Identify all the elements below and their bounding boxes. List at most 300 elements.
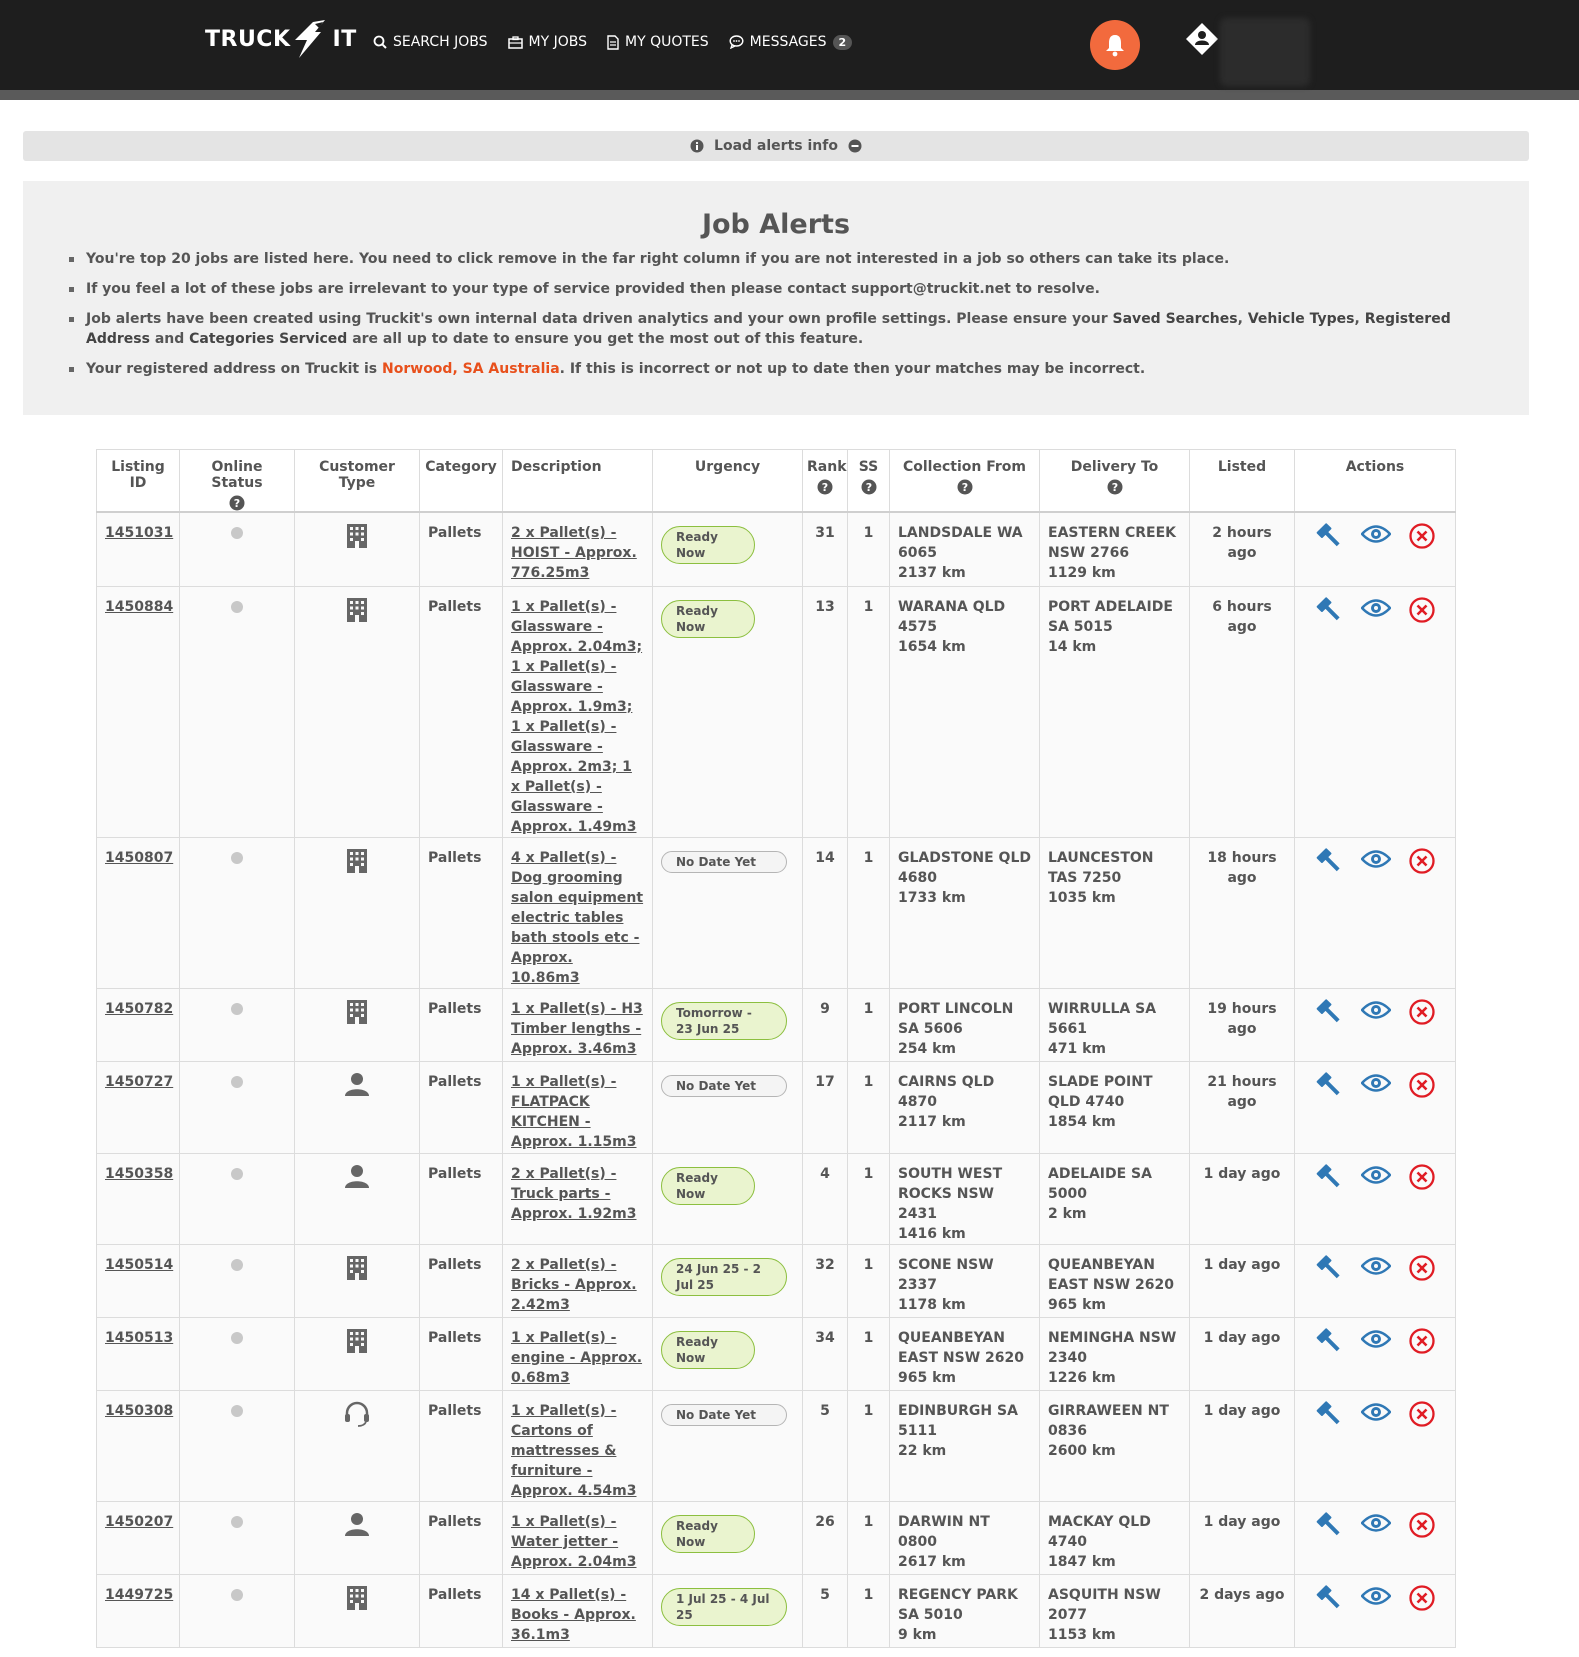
nav-messages[interactable] — [729, 34, 853, 50]
collection-from-cell — [890, 837, 1040, 988]
listing-id-link[interactable]: 1450884 — [97, 586, 180, 837]
online-status-cell — [180, 1153, 295, 1244]
customer-type-cell — [295, 1501, 420, 1574]
ss-cell: 1 — [848, 1153, 890, 1244]
load-alerts-label: Load alerts info — [714, 138, 838, 154]
ss-cell: 1 — [848, 1390, 890, 1501]
help-icon[interactable] — [817, 479, 833, 495]
collection-address: SOUTH WEST ROCKS NSW 2431 — [898, 1165, 1003, 1222]
actions-cell — [1295, 1501, 1456, 1574]
description-link[interactable]: 1 x Pallet(s) - Glassware - Approx. 2.04m3; 1 x Pallet(s) - Glassware - Approx. 1.9m3; 1 x Pallet(s) - Glassware - Approx. 2m3; 1 x Pallet(s) - Glassware - Approx. 1.49m3 — [511, 598, 643, 835]
top-navigation-bar — [0, 0, 1579, 90]
actions-cell — [1295, 1153, 1456, 1244]
page-title: Job Alerts — [701, 209, 851, 240]
remove-x-icon[interactable] — [1409, 848, 1435, 874]
urgency-badge: Tomorrow - 23 Jun 25 — [661, 1002, 787, 1040]
user-name-blurred[interactable] — [1220, 18, 1310, 86]
description-link[interactable]: 1 x Pallet(s) - engine - Approx. 0.68m3 — [511, 1329, 643, 1386]
online-status-cell — [180, 1501, 295, 1574]
remove-x-icon[interactable] — [1409, 1401, 1435, 1427]
listing-id-link[interactable]: 1450782 — [97, 988, 180, 1061]
building-icon — [346, 597, 368, 623]
actions-cell — [1295, 988, 1456, 1061]
col-customer-type[interactable]: Customer Type — [295, 450, 420, 513]
collection-address: WARANA QLD 4575 — [898, 598, 1006, 635]
help-icon[interactable] — [229, 495, 245, 511]
bid-gavel-icon[interactable] — [1315, 1401, 1343, 1429]
urgency-cell — [653, 1501, 803, 1574]
urgency-badge: Ready Now — [661, 1167, 755, 1205]
view-eye-icon[interactable] — [1361, 1164, 1391, 1186]
online-status-cell — [180, 1574, 295, 1647]
urgency-cell — [653, 586, 803, 837]
offline-status-dot — [231, 1516, 243, 1528]
bell-icon — [1104, 33, 1126, 57]
building-icon — [346, 848, 368, 874]
delivery-address: ADELAIDE SA 5000 — [1048, 1165, 1152, 1202]
ss-cell: 1 — [848, 1574, 890, 1647]
view-eye-icon[interactable] — [1361, 1585, 1391, 1607]
online-status-cell — [180, 1061, 295, 1153]
delivery-address: SLADE POINT QLD 4740 — [1048, 1073, 1153, 1110]
table-row — [97, 988, 1456, 1061]
remove-x-icon[interactable] — [1409, 523, 1435, 549]
delivery-address: WIRRULLA SA 5661 — [1048, 1000, 1157, 1037]
category-cell: Pallets — [420, 512, 503, 586]
table-row — [97, 512, 1456, 586]
remove-x-icon[interactable] — [1409, 999, 1435, 1025]
online-status-cell — [180, 512, 295, 586]
collection-distance: 1416 km — [898, 1225, 966, 1242]
delivery-address: QUEANBEYAN EAST NSW 2620 — [1048, 1256, 1174, 1293]
category-cell: Pallets — [420, 1061, 503, 1153]
building-icon — [346, 1328, 368, 1354]
view-eye-icon[interactable] — [1361, 523, 1391, 545]
view-eye-icon[interactable] — [1361, 1512, 1391, 1534]
bid-gavel-icon[interactable] — [1315, 848, 1343, 876]
bid-gavel-icon[interactable] — [1315, 523, 1343, 551]
collection-from-cell — [890, 512, 1040, 586]
listing-id-link[interactable]: 1450308 — [97, 1390, 180, 1501]
help-icon[interactable] — [861, 479, 877, 495]
col-rank-label: Rank — [807, 459, 847, 475]
description-link[interactable]: 14 x Pallet(s) - Books - Approx. 36.1m3 — [511, 1586, 636, 1643]
remove-x-icon[interactable] — [1409, 597, 1435, 623]
urgency-badge: Ready Now — [661, 600, 755, 638]
customer-type-cell — [295, 1390, 420, 1501]
collection-address: SCONE NSW 2337 — [898, 1256, 994, 1293]
delivery-distance: 965 km — [1048, 1296, 1106, 1313]
view-eye-icon[interactable] — [1361, 848, 1391, 870]
truckit-logo[interactable] — [205, 18, 357, 60]
delivery-distance: 1035 km — [1048, 889, 1116, 906]
urgency-cell — [653, 1317, 803, 1390]
registered-address-text: Registered Address — [86, 311, 1451, 347]
col-ss[interactable] — [848, 450, 890, 513]
collection-distance: 1654 km — [898, 638, 966, 655]
listed-cell: 2 hours ago — [1190, 512, 1295, 586]
collection-distance: 2117 km — [898, 1113, 966, 1130]
building-icon — [346, 1255, 368, 1281]
categories-serviced-text: Categories Serviced — [189, 331, 348, 347]
headset-icon — [344, 1401, 370, 1427]
urgency-cell — [653, 988, 803, 1061]
help-icon[interactable] — [957, 479, 973, 495]
online-status-cell — [180, 1317, 295, 1390]
ss-cell: 1 — [848, 1501, 890, 1574]
person-icon — [344, 1512, 370, 1536]
online-status-cell — [180, 988, 295, 1061]
bid-gavel-icon[interactable] — [1315, 597, 1343, 625]
bid-gavel-icon[interactable] — [1315, 1072, 1343, 1100]
remove-x-icon[interactable] — [1409, 1164, 1435, 1190]
delivery-to-cell — [1040, 1501, 1190, 1574]
table-row — [97, 1390, 1456, 1501]
bid-gavel-icon[interactable] — [1315, 1164, 1343, 1192]
collection-distance: 22 km — [898, 1442, 947, 1459]
category-cell: Pallets — [420, 837, 503, 988]
description-cell — [503, 1061, 653, 1153]
bid-gavel-icon[interactable] — [1315, 999, 1343, 1027]
listing-id-link[interactable]: 1451031 — [97, 512, 180, 586]
listing-id-link[interactable]: 1450207 — [97, 1501, 180, 1574]
table-row — [97, 1574, 1456, 1647]
offline-status-dot — [231, 1259, 243, 1271]
offline-status-dot — [231, 1003, 243, 1015]
user-profile-icon[interactable] — [1185, 22, 1219, 56]
actions-cell — [1295, 1317, 1456, 1390]
collection-address: LANDSDALE WA 6065 — [898, 525, 1023, 561]
delivery-distance: 2 km — [1048, 1205, 1087, 1222]
remove-x-icon[interactable] — [1409, 1072, 1435, 1098]
nav-my-jobs[interactable] — [508, 34, 587, 50]
description-link[interactable]: 1 x Pallet(s) - Cartons of mattresses & furniture - Approx. 4.54m3 — [511, 1402, 637, 1499]
rank-cell: 4 — [803, 1153, 848, 1244]
briefcase-icon — [508, 36, 523, 49]
actions-cell — [1295, 837, 1456, 988]
remove-x-icon[interactable] — [1409, 1585, 1435, 1611]
rank-cell: 26 — [803, 1501, 848, 1574]
delivery-distance: 1153 km — [1048, 1626, 1116, 1643]
description-cell — [503, 1153, 653, 1244]
row-actions — [1303, 1072, 1447, 1100]
col-online-status-label: Online Status — [211, 459, 263, 491]
col-delivery-to-label: Delivery To — [1070, 459, 1159, 475]
description-link[interactable]: 1 x Pallet(s) - Water jetter - Approx. 2.04m3 — [511, 1513, 637, 1570]
delivery-to-cell — [1040, 1574, 1190, 1647]
collection-address: REGENCY PARK SA 5010 — [898, 1586, 1018, 1623]
search-icon — [373, 35, 387, 49]
urgency-cell — [653, 1574, 803, 1647]
ss-cell: 1 — [848, 512, 890, 586]
notifications-button[interactable] — [1090, 20, 1140, 70]
svg-text:?: ? — [233, 497, 241, 510]
listed-cell: 1 day ago — [1190, 1390, 1295, 1501]
urgency-badge: No Date Yet — [661, 1404, 787, 1426]
address-text-post: . If this is incorrect or not up to date then your matches may be incorrect. — [559, 361, 1146, 377]
messages-count-badge: 2 — [833, 35, 853, 50]
chat-icon — [729, 35, 744, 49]
category-cell: Pallets — [420, 988, 503, 1061]
rank-cell: 32 — [803, 1244, 848, 1317]
collection-distance: 254 km — [898, 1040, 956, 1057]
row-actions — [1303, 1255, 1447, 1283]
urgency-badge: No Date Yet — [661, 851, 787, 873]
collection-from-cell — [890, 1501, 1040, 1574]
rank-cell: 34 — [803, 1317, 848, 1390]
bid-gavel-icon[interactable] — [1315, 1328, 1343, 1356]
online-status-cell — [180, 1390, 295, 1501]
urgency-cell — [653, 1153, 803, 1244]
bid-gavel-icon[interactable] — [1315, 1512, 1343, 1540]
delivery-to-cell — [1040, 512, 1190, 586]
person-icon — [344, 1164, 370, 1188]
listing-id-link[interactable]: 1449725 — [97, 1574, 180, 1647]
view-eye-icon[interactable] — [1361, 1255, 1391, 1277]
collection-from-cell — [890, 1390, 1040, 1501]
urgency-badge: 1 Jul 25 - 4 Jul 25 — [661, 1588, 787, 1626]
category-cell: Pallets — [420, 586, 503, 837]
urgency-badge: No Date Yet — [661, 1075, 787, 1097]
collection-from-cell — [890, 1574, 1040, 1647]
category-cell: Pallets — [420, 1574, 503, 1647]
col-rank[interactable] — [803, 450, 848, 513]
table-row — [97, 837, 1456, 988]
listed-cell: 6 hours ago — [1190, 586, 1295, 837]
description-link[interactable]: 2 x Pallet(s) - Bricks - Approx. 2.42m3 — [511, 1256, 637, 1313]
collection-distance: 965 km — [898, 1369, 956, 1386]
rank-cell: 31 — [803, 512, 848, 586]
rank-cell: 14 — [803, 837, 848, 988]
online-status-cell — [180, 837, 295, 988]
listing-id-link[interactable]: 1450727 — [97, 1061, 180, 1153]
customer-type-cell — [295, 988, 420, 1061]
remove-x-icon[interactable] — [1409, 1512, 1435, 1538]
actions-cell — [1295, 512, 1456, 586]
listed-cell: 1 day ago — [1190, 1153, 1295, 1244]
offline-status-dot — [231, 1332, 243, 1344]
delivery-address: MACKAY QLD 4740 — [1048, 1513, 1151, 1550]
category-cell: Pallets — [420, 1501, 503, 1574]
urgency-cell — [653, 1390, 803, 1501]
help-icon[interactable] — [1107, 479, 1123, 495]
collection-distance: 9 km — [898, 1626, 937, 1643]
saved-searches-text: Saved Searches — [1112, 311, 1238, 327]
delivery-distance: 1854 km — [1048, 1113, 1116, 1130]
description-cell — [503, 1317, 653, 1390]
urgency-badge: Ready Now — [661, 1331, 755, 1369]
delivery-to-cell — [1040, 837, 1190, 988]
job-alerts-table — [96, 449, 1456, 1648]
remove-x-icon[interactable] — [1409, 1255, 1435, 1281]
building-icon — [346, 999, 368, 1025]
description-cell — [503, 1501, 653, 1574]
col-collection-from-label: Collection From — [902, 459, 1026, 475]
view-eye-icon[interactable] — [1361, 1401, 1391, 1423]
customer-type-cell — [295, 1317, 420, 1390]
building-icon — [346, 523, 368, 549]
col-category[interactable]: Category — [420, 450, 503, 513]
description-link[interactable]: 2 x Pallet(s) - Truck parts - Approx. 1.92m3 — [511, 1165, 637, 1222]
customer-type-cell — [295, 837, 420, 988]
col-actions: Actions — [1295, 450, 1456, 513]
ss-cell: 1 — [848, 988, 890, 1061]
urgency-badge: Ready Now — [661, 526, 755, 564]
job-alerts-info-panel — [23, 181, 1529, 415]
rank-cell: 13 — [803, 586, 848, 837]
description-link[interactable]: 1 x Pallet(s) - FLATPACK KITCHEN - Approx. 1.15m3 — [511, 1073, 637, 1150]
info-bullet-list — [63, 249, 1489, 379]
delivery-address: PORT ADELAIDE SA 5015 — [1048, 598, 1173, 635]
svg-text:?: ? — [1111, 481, 1118, 494]
delivery-distance: 1129 km — [1048, 565, 1116, 581]
collection-distance: 1178 km — [898, 1296, 966, 1313]
analytics-sep-2: , — [1354, 311, 1365, 327]
collection-address: EDINBURGH SA 5111 — [898, 1402, 1018, 1439]
rank-cell: 9 — [803, 988, 848, 1061]
col-online-status[interactable] — [180, 450, 295, 513]
remove-x-icon[interactable] — [1409, 1328, 1435, 1354]
rank-cell: 5 — [803, 1390, 848, 1501]
customer-type-cell — [295, 586, 420, 837]
online-status-cell — [180, 1244, 295, 1317]
info-icon — [690, 139, 704, 153]
collection-from-cell — [890, 1153, 1040, 1244]
col-delivery-to[interactable] — [1040, 450, 1190, 513]
collection-from-cell — [890, 1244, 1040, 1317]
view-eye-icon[interactable] — [1361, 1328, 1391, 1350]
nav-my-quotes-label: MY QUOTES — [624, 34, 709, 50]
delivery-distance: 14 km — [1048, 638, 1097, 655]
analytics-text-pre: Job alerts have been created using Truckit's own internal data driven analytics and your own profile settings. Please ensure your — [86, 311, 1113, 327]
nav-search-jobs[interactable] — [373, 34, 488, 50]
delivery-address: NEMINGHA NSW 2340 — [1048, 1329, 1177, 1366]
online-status-cell — [180, 586, 295, 837]
view-eye-icon[interactable] — [1361, 597, 1391, 619]
delivery-distance: 471 km — [1048, 1040, 1106, 1057]
description-cell — [503, 512, 653, 586]
analytics-sep-3: and — [149, 331, 190, 347]
table-row — [97, 1153, 1456, 1244]
collection-distance: 2617 km — [898, 1553, 966, 1570]
topbar-divider — [0, 90, 1579, 100]
description-cell — [503, 1574, 653, 1647]
col-ss-label: SS — [858, 459, 879, 475]
person-icon — [344, 1072, 370, 1096]
table-row — [97, 1244, 1456, 1317]
bid-gavel-icon[interactable] — [1315, 1585, 1343, 1613]
view-eye-icon[interactable] — [1361, 1072, 1391, 1094]
building-icon — [346, 1585, 368, 1611]
collection-from-cell — [890, 586, 1040, 837]
info-bullet-address — [63, 359, 1489, 379]
col-listing-id[interactable]: Listing ID — [97, 450, 180, 513]
table-row — [97, 586, 1456, 837]
actions-cell — [1295, 1061, 1456, 1153]
description-link[interactable]: 2 x Pallet(s) - HOIST - Approx. 776.25m3 — [511, 525, 637, 581]
rank-cell: 17 — [803, 1061, 848, 1153]
logo-text-it: IT — [332, 26, 357, 52]
listed-cell: 18 hours ago — [1190, 837, 1295, 988]
job-alerts-table-container — [96, 449, 1455, 1648]
urgency-cell — [653, 1244, 803, 1317]
bid-gavel-icon[interactable] — [1315, 1255, 1343, 1283]
col-collection-from[interactable] — [890, 450, 1040, 513]
customer-type-cell — [295, 512, 420, 586]
analytics-sep-1: , — [1237, 311, 1248, 327]
description-cell — [503, 1244, 653, 1317]
col-listed[interactable]: Listed — [1190, 450, 1295, 513]
listing-id-link[interactable]: 1450358 — [97, 1153, 180, 1244]
svg-text:?: ? — [821, 481, 829, 494]
row-actions — [1303, 523, 1447, 551]
customer-type-cell — [295, 1061, 420, 1153]
delivery-to-cell — [1040, 1390, 1190, 1501]
row-actions — [1303, 848, 1447, 876]
listing-id-link[interactable]: 1450807 — [97, 837, 180, 988]
info-bullet-contact: If you feel a lot of these jobs are irrelevant to your type of service provided then please contact support@truckit.net to resolve. — [63, 279, 1489, 299]
category-cell: Pallets — [420, 1153, 503, 1244]
row-actions — [1303, 1401, 1447, 1429]
collection-address: GLADSTONE QLD 4680 — [898, 849, 1031, 886]
category-cell: Pallets — [420, 1244, 503, 1317]
col-urgency[interactable]: Urgency — [653, 450, 803, 513]
urgency-badge: 24 Jun 25 - 2 Jul 25 — [661, 1258, 787, 1296]
nav-my-quotes[interactable] — [607, 34, 709, 50]
ss-cell: 1 — [848, 837, 890, 988]
delivery-distance: 1847 km — [1048, 1553, 1116, 1570]
actions-cell — [1295, 1390, 1456, 1501]
delivery-address: ASQUITH NSW 2077 — [1048, 1586, 1161, 1623]
ss-cell: 1 — [848, 1244, 890, 1317]
document-icon — [607, 35, 619, 50]
rank-cell: 5 — [803, 1574, 848, 1647]
load-alerts-toggle[interactable] — [23, 131, 1529, 161]
actions-cell — [1295, 586, 1456, 837]
view-eye-icon[interactable] — [1361, 999, 1391, 1021]
offline-status-dot — [231, 852, 243, 864]
category-cell: Pallets — [420, 1317, 503, 1390]
collapse-minus-icon[interactable] — [848, 139, 862, 153]
logo-text-truck: TRUCK — [205, 26, 291, 52]
customer-type-cell — [295, 1574, 420, 1647]
main-nav — [373, 34, 852, 50]
listed-cell: 2 days ago — [1190, 1574, 1295, 1647]
delivery-address: GIRRAWEEN NT 0836 — [1048, 1402, 1169, 1439]
delivery-to-cell — [1040, 1244, 1190, 1317]
listed-cell: 1 day ago — [1190, 1244, 1295, 1317]
listing-id-link[interactable]: 1450514 — [97, 1244, 180, 1317]
offline-status-dot — [231, 1168, 243, 1180]
collection-address: QUEANBEYAN EAST NSW 2620 — [898, 1329, 1024, 1366]
registered-address-value: Norwood, SA Australia — [382, 361, 560, 377]
logo-lightning-icon — [291, 18, 335, 60]
description-link[interactable]: 4 x Pallet(s) - Dog grooming salon equipment electric tables bath stools etc - Approx. 10.86m3 — [511, 849, 644, 986]
row-actions — [1303, 1328, 1447, 1356]
listing-id-link[interactable]: 1450513 — [97, 1317, 180, 1390]
description-cell — [503, 988, 653, 1061]
col-description[interactable]: Description — [503, 450, 653, 513]
delivery-to-cell — [1040, 1317, 1190, 1390]
info-bullet-analytics — [63, 309, 1489, 349]
description-link[interactable]: 1 x Pallet(s) - H3 Timber lengths - Approx. 3.46m3 — [511, 1000, 643, 1057]
actions-cell — [1295, 1574, 1456, 1647]
offline-status-dot — [231, 1076, 243, 1088]
delivery-address: EASTERN CREEK NSW 2766 — [1048, 525, 1176, 561]
collection-address: PORT LINCOLN SA 5606 — [898, 1000, 1014, 1037]
ss-cell: 1 — [848, 586, 890, 837]
delivery-to-cell — [1040, 1061, 1190, 1153]
